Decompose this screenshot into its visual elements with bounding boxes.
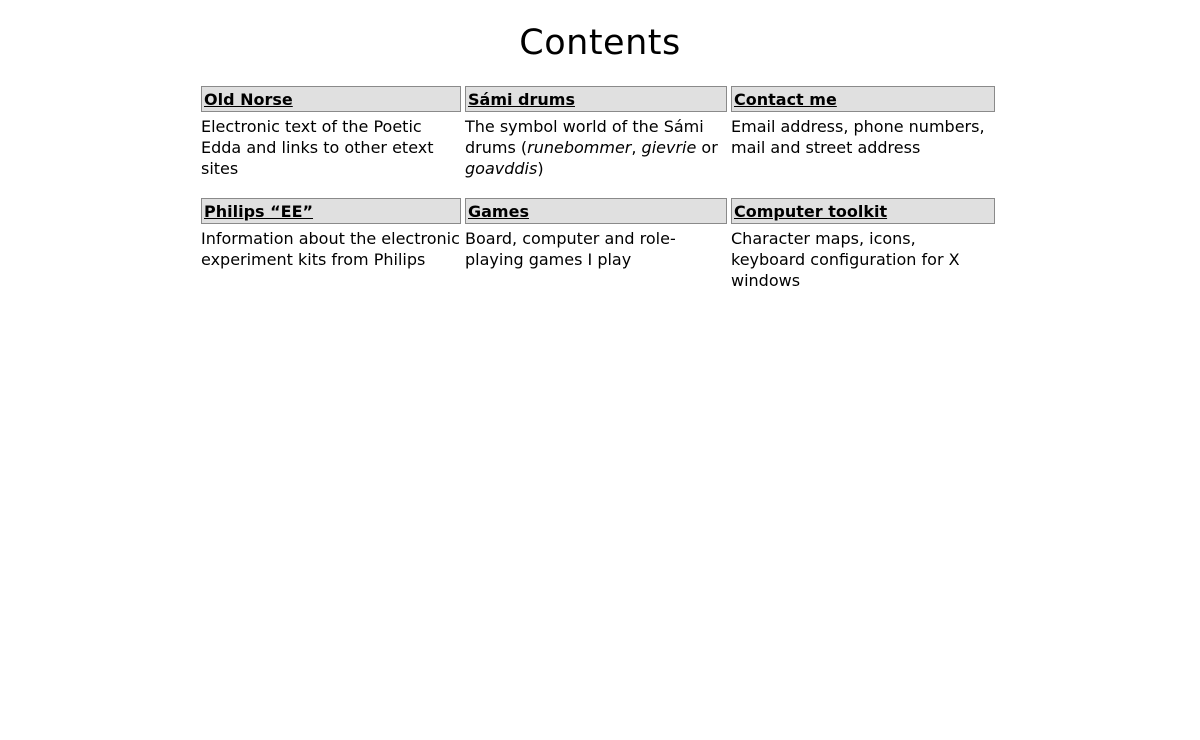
heading-row: [201, 86, 995, 112]
section-heading-sami-drums: [465, 86, 727, 112]
description-row: [201, 112, 995, 198]
description-contact-me: Email address, phone numbers, mail and street address: [731, 117, 985, 157]
contents-table: [197, 86, 999, 310]
term-gievrie: gievrie: [641, 138, 697, 157]
description-computer-toolkit: Character maps, icons, keyboard configuration for X windows: [731, 229, 960, 290]
section-heading-computer-toolkit: [731, 198, 995, 224]
desc-part: or: [696, 138, 718, 157]
link-computer-toolkit[interactable]: Computer toolkit: [734, 202, 888, 221]
section-heading-contact-me: [731, 86, 995, 112]
page-title: Contents: [519, 23, 681, 63]
link-philips-ee[interactable]: Philips “EE”: [204, 202, 314, 221]
link-old-norse[interactable]: Old Norse: [204, 90, 293, 109]
section-heading-games: [465, 198, 727, 224]
heading-row: [201, 198, 995, 224]
description-games: Board, computer and role-playing games I play: [465, 229, 676, 269]
section-heading-old-norse: [201, 86, 461, 112]
desc-part: ,: [631, 138, 642, 157]
link-contact-me[interactable]: Contact me: [734, 90, 837, 109]
term-runebommer: runebommer: [527, 138, 632, 157]
link-games[interactable]: Games: [468, 202, 529, 221]
link-sami-drums[interactable]: Sámi drums: [468, 90, 575, 109]
desc-part: ): [537, 159, 544, 178]
desc-part: The symbol world of the Sámi drums (: [465, 117, 704, 157]
description-row: [201, 224, 995, 310]
description-old-norse: Electronic text of the Poetic Edda and links to other etext sites: [201, 117, 434, 178]
description-sami-drums: [465, 112, 727, 198]
description-philips-ee: Information about the electronic experiment kits from Philips: [201, 229, 460, 269]
term-goavddis: goavddis: [465, 159, 538, 178]
section-heading-philips-ee: [201, 198, 461, 224]
